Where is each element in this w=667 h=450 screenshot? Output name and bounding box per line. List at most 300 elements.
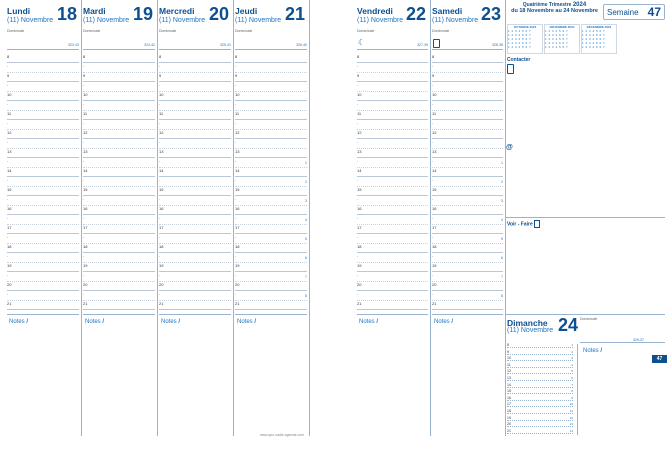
hour-line[interactable] bbox=[432, 253, 503, 263]
hour-line[interactable] bbox=[83, 120, 155, 130]
hour-label: 14 bbox=[83, 168, 88, 173]
hour-line[interactable] bbox=[235, 234, 307, 244]
hour-line[interactable] bbox=[7, 120, 79, 130]
hour-line[interactable] bbox=[7, 282, 79, 291]
hour-label: · bbox=[159, 177, 161, 183]
hour-line[interactable] bbox=[432, 73, 503, 82]
hour-label: · bbox=[7, 139, 9, 145]
hour-line[interactable] bbox=[159, 82, 231, 92]
sunday-hour-line[interactable] bbox=[507, 389, 573, 394]
hour-line[interactable] bbox=[432, 101, 503, 111]
hour-label: 21 bbox=[83, 301, 88, 306]
hour-line[interactable] bbox=[432, 234, 503, 244]
hour-line[interactable] bbox=[7, 301, 79, 310]
hour-label: · bbox=[235, 215, 237, 221]
hour-line[interactable] bbox=[432, 111, 503, 120]
hour-line[interactable] bbox=[83, 244, 155, 253]
hour-line[interactable] bbox=[357, 282, 428, 291]
phone-icon bbox=[433, 39, 440, 48]
hour-line[interactable] bbox=[357, 301, 428, 310]
hour-index: 4 bbox=[305, 217, 307, 222]
hour-line[interactable] bbox=[159, 253, 231, 263]
hour-line[interactable] bbox=[357, 234, 428, 244]
hour-line[interactable] bbox=[357, 253, 428, 263]
left-page bbox=[0, 0, 316, 450]
sunday-hour-line[interactable] bbox=[507, 349, 573, 355]
hour-label: · bbox=[159, 215, 161, 221]
sunday-hour-index: 7 bbox=[571, 382, 573, 387]
sunday-hour-index: 6 bbox=[571, 376, 573, 380]
hour-label: · bbox=[357, 63, 359, 69]
hour-line[interactable] bbox=[7, 234, 79, 244]
hour-line[interactable] bbox=[235, 272, 307, 282]
hour-line[interactable] bbox=[357, 73, 428, 82]
day-count: 324-42 bbox=[144, 43, 155, 47]
sunday-hour-line[interactable] bbox=[507, 402, 573, 407]
day-number: 18 bbox=[56, 4, 77, 24]
sunday-month: (11) Novembre bbox=[507, 327, 554, 334]
hour-index: 2 bbox=[305, 179, 307, 184]
hour-line[interactable] bbox=[432, 149, 503, 158]
hour-line[interactable] bbox=[432, 63, 503, 73]
hour-label: 19 bbox=[159, 263, 164, 268]
hour-line[interactable] bbox=[159, 301, 231, 310]
hour-line[interactable] bbox=[83, 63, 155, 73]
notes-section[interactable]: Notes / bbox=[359, 319, 379, 325]
hour-line[interactable] bbox=[357, 215, 428, 225]
hour-line[interactable] bbox=[159, 177, 231, 187]
hour-line[interactable] bbox=[83, 225, 155, 234]
hour-label: 16 bbox=[159, 206, 164, 211]
hour-line[interactable] bbox=[83, 196, 155, 206]
hour-line[interactable] bbox=[432, 139, 503, 149]
hour-line[interactable] bbox=[357, 225, 428, 234]
hour-line[interactable] bbox=[159, 244, 231, 253]
hour-line[interactable] bbox=[235, 206, 307, 215]
notes-section[interactable]: Notes / bbox=[85, 319, 105, 325]
hour-line[interactable] bbox=[159, 282, 231, 291]
hour-line[interactable] bbox=[357, 139, 428, 149]
hour-label: 10 bbox=[83, 92, 88, 97]
hour-line[interactable] bbox=[357, 54, 428, 63]
notes-section[interactable]: Notes / bbox=[434, 319, 454, 325]
hour-label: · bbox=[432, 215, 434, 221]
hour-line[interactable] bbox=[159, 158, 231, 168]
hour-label: 20 bbox=[83, 282, 88, 287]
hour-line[interactable] bbox=[235, 120, 307, 130]
hour-label: · bbox=[7, 234, 9, 240]
hour-line[interactable] bbox=[83, 92, 155, 101]
hour-label: 16 bbox=[83, 206, 88, 211]
hour-label: 20 bbox=[357, 282, 362, 287]
pen-icon: / bbox=[178, 319, 181, 325]
hour-line[interactable] bbox=[432, 168, 503, 177]
hour-line[interactable] bbox=[83, 139, 155, 149]
hour-label: 20 bbox=[159, 282, 164, 287]
hour-index: 1 bbox=[501, 160, 503, 165]
hour-line[interactable] bbox=[83, 82, 155, 92]
hour-label: · bbox=[432, 101, 434, 107]
hour-line[interactable] bbox=[83, 282, 155, 291]
hour-label: · bbox=[7, 120, 9, 126]
hour-line[interactable] bbox=[7, 206, 79, 215]
hour-line[interactable] bbox=[7, 101, 79, 111]
hour-label: · bbox=[357, 234, 359, 240]
hour-label: · bbox=[159, 253, 161, 259]
hour-line[interactable] bbox=[357, 168, 428, 177]
hour-line[interactable] bbox=[235, 130, 307, 139]
hour-label: 10 bbox=[159, 92, 164, 97]
hour-label: 11 bbox=[7, 111, 12, 116]
hour-line[interactable] bbox=[235, 225, 307, 234]
hour-line[interactable] bbox=[7, 92, 79, 101]
hour-label: 17 bbox=[432, 225, 437, 230]
hour-line[interactable] bbox=[235, 139, 307, 149]
hour-line[interactable] bbox=[432, 82, 503, 92]
hour-line[interactable] bbox=[432, 206, 503, 215]
hour-label: · bbox=[159, 158, 161, 164]
hour-line[interactable] bbox=[357, 101, 428, 111]
hour-line[interactable] bbox=[432, 301, 503, 310]
hour-label: · bbox=[83, 234, 85, 240]
hour-line[interactable] bbox=[7, 168, 79, 177]
hour-line[interactable] bbox=[432, 282, 503, 291]
hour-label: 18 bbox=[7, 244, 12, 249]
hour-line[interactable] bbox=[83, 111, 155, 120]
hour-line[interactable] bbox=[235, 92, 307, 101]
hour-line[interactable] bbox=[235, 168, 307, 177]
hour-label: 12 bbox=[235, 130, 240, 135]
hour-label: · bbox=[357, 158, 359, 164]
hour-line[interactable] bbox=[159, 215, 231, 225]
right-page bbox=[340, 0, 667, 450]
hour-line[interactable] bbox=[235, 111, 307, 120]
hour-line[interactable] bbox=[83, 177, 155, 187]
hour-line[interactable] bbox=[7, 244, 79, 253]
hour-line[interactable] bbox=[83, 206, 155, 215]
hour-line[interactable] bbox=[432, 54, 503, 63]
sunday-hour-index: 11 bbox=[569, 409, 573, 413]
hour-line[interactable] bbox=[235, 54, 307, 63]
sunday-hour-label: 11 bbox=[507, 362, 511, 367]
sunday-hour-line[interactable] bbox=[507, 362, 573, 368]
hour-label: 16 bbox=[7, 206, 12, 211]
hour-label: · bbox=[432, 291, 434, 297]
notes-section[interactable]: Notes / bbox=[237, 319, 257, 325]
hour-label: 16 bbox=[235, 206, 240, 211]
hour-line[interactable] bbox=[159, 149, 231, 158]
hour-line[interactable] bbox=[432, 263, 503, 272]
mini-calendar-title: DÉCEMBRE 2024 bbox=[586, 25, 612, 29]
day-column bbox=[355, 0, 434, 436]
hour-line[interactable] bbox=[7, 63, 79, 73]
hour-line[interactable] bbox=[83, 215, 155, 225]
hour-line[interactable] bbox=[235, 244, 307, 253]
day-name: Samedi bbox=[432, 6, 463, 16]
hour-label: 9 bbox=[159, 73, 162, 78]
hour-label: · bbox=[235, 63, 237, 69]
hour-label: 9 bbox=[83, 73, 86, 78]
hour-index: 1 bbox=[305, 160, 307, 165]
hour-label: 14 bbox=[7, 168, 12, 173]
hour-line[interactable] bbox=[7, 215, 79, 225]
hour-label: · bbox=[7, 101, 9, 107]
hour-line[interactable] bbox=[235, 282, 307, 291]
hour-label: · bbox=[159, 272, 161, 278]
sunday-hour-label: 18 bbox=[507, 409, 511, 413]
hour-line[interactable] bbox=[159, 187, 231, 196]
hour-index: 5 bbox=[501, 236, 503, 241]
hour-line[interactable] bbox=[7, 187, 79, 196]
hour-line[interactable] bbox=[432, 225, 503, 234]
hour-line[interactable] bbox=[83, 301, 155, 310]
hour-line[interactable] bbox=[235, 177, 307, 187]
hour-line[interactable] bbox=[235, 82, 307, 92]
day-month: (11) Novembre bbox=[83, 17, 130, 24]
hour-line[interactable] bbox=[432, 92, 503, 101]
hour-line[interactable] bbox=[83, 187, 155, 196]
hour-line[interactable] bbox=[432, 196, 503, 206]
hour-line[interactable] bbox=[357, 63, 428, 73]
sunday-hour-line[interactable] bbox=[507, 369, 573, 374]
hour-label: · bbox=[83, 82, 85, 88]
hour-line[interactable] bbox=[7, 158, 79, 168]
hour-label: · bbox=[357, 196, 359, 202]
hour-line[interactable] bbox=[159, 92, 231, 101]
hour-line[interactable] bbox=[357, 263, 428, 272]
hour-label: · bbox=[83, 158, 85, 164]
hour-line[interactable] bbox=[357, 82, 428, 92]
hour-label: 13 bbox=[7, 149, 12, 154]
hour-line[interactable] bbox=[357, 206, 428, 215]
hour-line[interactable] bbox=[357, 291, 428, 301]
hour-label: 11 bbox=[235, 111, 240, 116]
sunday-hour-index: 8 bbox=[571, 389, 573, 394]
hour-label: · bbox=[7, 177, 9, 183]
hour-line[interactable] bbox=[159, 234, 231, 244]
hour-line[interactable] bbox=[83, 101, 155, 111]
hour-line[interactable] bbox=[83, 149, 155, 158]
hour-line[interactable] bbox=[357, 92, 428, 101]
hour-line[interactable] bbox=[235, 149, 307, 158]
hour-line[interactable] bbox=[7, 225, 79, 234]
hour-line[interactable] bbox=[159, 168, 231, 177]
hour-line[interactable] bbox=[357, 120, 428, 130]
hour-line[interactable] bbox=[159, 120, 231, 130]
hour-line[interactable] bbox=[7, 196, 79, 206]
hour-line[interactable] bbox=[7, 263, 79, 272]
hour-label: · bbox=[7, 291, 9, 297]
hour-label: 19 bbox=[7, 263, 12, 268]
hour-label: · bbox=[357, 120, 359, 126]
day-month: (11) Novembre bbox=[235, 17, 282, 24]
hour-line[interactable] bbox=[83, 291, 155, 301]
hour-line[interactable] bbox=[432, 215, 503, 225]
notes-section[interactable]: Notes / bbox=[9, 319, 29, 325]
hour-label: · bbox=[432, 196, 434, 202]
hour-label: · bbox=[357, 253, 359, 259]
hour-line[interactable] bbox=[357, 244, 428, 253]
hour-label: · bbox=[432, 234, 434, 240]
hour-line[interactable] bbox=[357, 272, 428, 282]
hour-line[interactable] bbox=[7, 253, 79, 263]
hour-line[interactable] bbox=[7, 177, 79, 187]
hour-line[interactable] bbox=[159, 63, 231, 73]
hour-label: 19 bbox=[357, 263, 362, 268]
hour-line[interactable] bbox=[432, 244, 503, 253]
hour-line[interactable] bbox=[235, 196, 307, 206]
hour-label: · bbox=[235, 291, 237, 297]
hour-line[interactable] bbox=[7, 130, 79, 139]
day-column bbox=[157, 0, 237, 436]
hour-line[interactable] bbox=[7, 291, 79, 301]
sunday-hour-line[interactable] bbox=[507, 376, 573, 381]
sunday-hour-line[interactable] bbox=[507, 343, 573, 348]
hour-line[interactable] bbox=[159, 130, 231, 139]
hour-line[interactable] bbox=[357, 130, 428, 139]
hour-line[interactable] bbox=[432, 120, 503, 130]
sunday-hour-line[interactable] bbox=[507, 395, 573, 401]
hour-line[interactable] bbox=[159, 206, 231, 215]
hour-line[interactable] bbox=[159, 111, 231, 120]
hour-line[interactable] bbox=[357, 149, 428, 158]
hour-line[interactable] bbox=[7, 73, 79, 82]
week-tab[interactable]: 47 bbox=[652, 355, 667, 363]
hour-line[interactable] bbox=[357, 187, 428, 196]
hour-line[interactable] bbox=[235, 101, 307, 111]
hour-line[interactable] bbox=[83, 263, 155, 272]
dominicale: Dominicale bbox=[432, 29, 450, 33]
hour-line[interactable] bbox=[83, 130, 155, 139]
hour-line[interactable] bbox=[7, 54, 79, 63]
hour-line[interactable] bbox=[432, 158, 503, 168]
hour-line[interactable] bbox=[83, 253, 155, 263]
hour-label: · bbox=[432, 272, 434, 278]
hour-line[interactable] bbox=[7, 149, 79, 158]
hour-line[interactable] bbox=[235, 263, 307, 272]
hour-label: · bbox=[235, 139, 237, 145]
day-number: 21 bbox=[284, 4, 305, 24]
hour-line[interactable] bbox=[235, 158, 307, 168]
sunday-hour-index: 5 bbox=[571, 369, 573, 374]
hour-line[interactable] bbox=[159, 225, 231, 234]
hour-label: · bbox=[357, 177, 359, 183]
sunday-hour-line[interactable] bbox=[507, 356, 573, 361]
hour-index: 3 bbox=[305, 198, 307, 203]
pen-icon: / bbox=[102, 319, 105, 325]
hour-line[interactable] bbox=[357, 158, 428, 168]
hour-line[interactable] bbox=[235, 187, 307, 196]
week-number: 47 bbox=[647, 5, 661, 19]
sunday-hour-label: 10 bbox=[507, 356, 511, 361]
sunday-hour-index: 1 bbox=[571, 343, 573, 347]
sunday-hour-line[interactable] bbox=[507, 409, 573, 414]
day-month: (11) Novembre bbox=[159, 17, 206, 24]
hour-line[interactable] bbox=[83, 168, 155, 177]
hour-label: 11 bbox=[83, 111, 88, 116]
hour-line[interactable] bbox=[83, 54, 155, 63]
hour-line[interactable] bbox=[357, 196, 428, 206]
sunday-hour-line[interactable] bbox=[507, 428, 573, 434]
sunday-hour-index: 2 bbox=[571, 349, 573, 354]
hour-line[interactable] bbox=[159, 73, 231, 82]
hour-line[interactable] bbox=[159, 54, 231, 63]
hour-line[interactable] bbox=[159, 272, 231, 282]
mobile-icon bbox=[507, 64, 514, 74]
sunday-hour-line[interactable] bbox=[507, 382, 573, 388]
hour-line[interactable] bbox=[83, 272, 155, 282]
hour-line[interactable] bbox=[83, 73, 155, 82]
pen-icon: / bbox=[451, 319, 454, 325]
hour-line[interactable] bbox=[432, 177, 503, 187]
hour-line[interactable] bbox=[432, 187, 503, 196]
sunday-hour-line[interactable] bbox=[507, 422, 573, 427]
notes-section[interactable]: Notes / bbox=[161, 319, 181, 325]
hour-line[interactable] bbox=[159, 263, 231, 272]
hour-line[interactable] bbox=[159, 101, 231, 111]
hour-line[interactable] bbox=[432, 272, 503, 282]
day-header bbox=[7, 4, 79, 50]
hour-line[interactable] bbox=[159, 139, 231, 149]
day-count: 325-41 bbox=[220, 43, 231, 47]
hour-line[interactable] bbox=[7, 139, 79, 149]
hour-label: 12 bbox=[7, 130, 12, 135]
hour-line[interactable] bbox=[7, 272, 79, 282]
hour-line[interactable] bbox=[7, 82, 79, 92]
hour-line[interactable] bbox=[7, 111, 79, 120]
hour-label: · bbox=[235, 82, 237, 88]
hour-line[interactable] bbox=[432, 291, 503, 301]
hour-index: 8 bbox=[305, 293, 307, 298]
hour-label: 17 bbox=[357, 225, 362, 230]
hour-label: 21 bbox=[235, 301, 240, 306]
day-count: 328-38 bbox=[492, 43, 503, 47]
dominicale: Dominicale bbox=[357, 29, 375, 33]
day-number: 20 bbox=[208, 4, 229, 24]
hour-label: 10 bbox=[432, 92, 437, 97]
hour-label: · bbox=[7, 272, 9, 278]
hour-index: 7 bbox=[501, 274, 503, 279]
sunday-hour-label: 9 bbox=[507, 349, 509, 354]
hour-label: · bbox=[357, 139, 359, 145]
hour-line[interactable] bbox=[235, 301, 307, 310]
hour-line[interactable] bbox=[159, 196, 231, 206]
hour-line[interactable] bbox=[357, 111, 428, 120]
sunday-foot: 329-37 bbox=[633, 338, 644, 342]
mini-calendar: DÉCEMBRE 2024 1 2 3 4 5 6 7 1 2 3 4 5 6 7 1 2 3 4 5 6 7 1 2 3 4 5 6 7 1 2 3 4 5 6 7 bbox=[581, 24, 617, 54]
hour-label: 12 bbox=[357, 130, 362, 135]
hour-line[interactable] bbox=[235, 253, 307, 263]
hour-line[interactable] bbox=[83, 234, 155, 244]
hour-line[interactable] bbox=[235, 63, 307, 73]
hour-line[interactable] bbox=[235, 215, 307, 225]
hour-label: 15 bbox=[235, 187, 240, 192]
hour-line[interactable] bbox=[432, 130, 503, 139]
sunday-hour-label: 15 bbox=[507, 389, 511, 394]
hour-line[interactable] bbox=[357, 177, 428, 187]
email-icon: @ bbox=[506, 144, 513, 151]
hour-label: · bbox=[357, 215, 359, 221]
hour-line[interactable] bbox=[83, 158, 155, 168]
sunday-hour-line[interactable] bbox=[507, 415, 573, 421]
hour-label: 15 bbox=[83, 187, 88, 192]
sunday-hour-label: 19 bbox=[507, 415, 511, 420]
hour-line[interactable] bbox=[159, 291, 231, 301]
day-name: Mardi bbox=[83, 6, 106, 16]
hour-line[interactable] bbox=[235, 291, 307, 301]
hour-label: 17 bbox=[235, 225, 240, 230]
hour-line[interactable] bbox=[235, 73, 307, 82]
